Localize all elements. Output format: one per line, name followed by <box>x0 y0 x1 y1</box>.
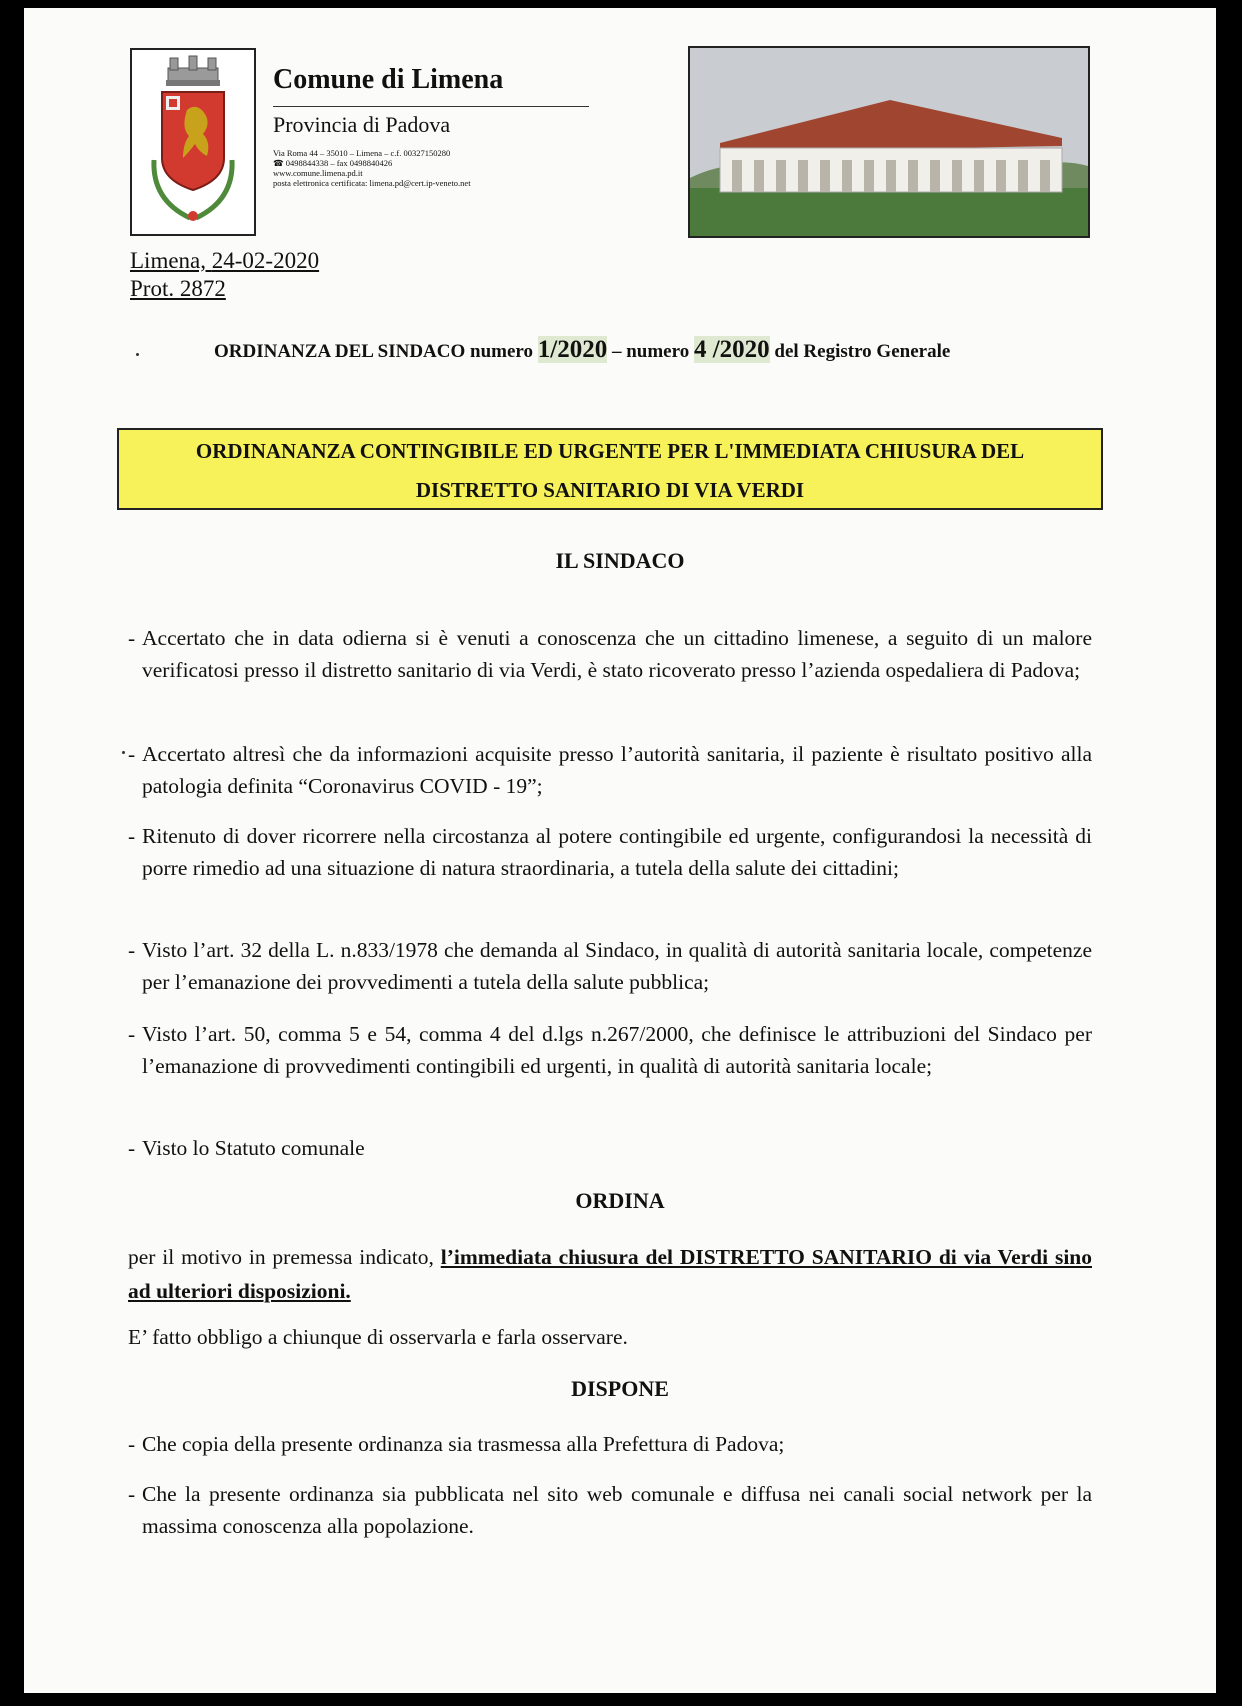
ordina-intro: per il motivo in premessa indicato, <box>128 1245 441 1269</box>
il-sindaco-heading: IL SINDACO <box>555 548 685 573</box>
document-date: 24-02-2020 <box>211 248 320 273</box>
website-line: www.comune.limena.pd.it <box>273 168 363 178</box>
crest-icon <box>132 50 254 234</box>
ordina-text <box>128 1240 1092 1308</box>
premise-item: - Visto l’art. 50, comma 5 e 54, comma 4 del d.lgs n.267/2000, che definisce le attribuzioni del Sindaco per l’emanazione di provvedimenti contingibili ed urgenti, in qualità di autorità sanitaria locale; <box>128 1018 1092 1082</box>
premise-text: Accertato che in data odierna si è venuti a conoscenza che un cittadino limenese, a seguito di un malore verificatosi presso il distretto sanitario di via Verdi, è stato ricoverato presso l’azienda ospedaliera di Padova; <box>142 626 1092 682</box>
scan-speck <box>122 751 125 754</box>
premise-item: - Accertato altresì che da informazioni acquisite presso l’autorità sanitaria, il paziente è risultato positivo alla patologia definita “Coronavirus COVID - 19”; <box>128 738 1092 802</box>
title-line-2: DISTRETTO SANITARIO DI VIA VERDI <box>415 478 805 502</box>
ordinance-title-box <box>117 428 1103 510</box>
dispone-text: Che la presente ordinanza sia pubblicata nel sito web comunale e diffusa nei canali social network per la massima conoscenza alla popolazione. <box>142 1482 1092 1538</box>
ordinance-suffix: del Registro Generale <box>769 341 951 362</box>
ordinance-sep: – numero <box>607 341 694 362</box>
premise-text: Visto l’art. 50, comma 5 e 54, comma 4 del d.lgs n.267/2000, che definisce le attribuzioni del Sindaco per l’emanazione di provvedimenti contingibili ed urgenti, in qualità di autorità sanitaria locale; <box>142 1022 1092 1078</box>
dispone-text: Che copia della presente ordinanza sia trasmessa alla Prefettura di Padova; <box>142 1432 785 1456</box>
title-line-1: ORDINANANZA CONTINGIBILE ED URGENTE PER L'IMMEDIATA CHIUSURA DEL <box>195 439 1025 463</box>
premise-text: Accertato altresì che da informazioni acquisite presso l’autorità sanitaria, il paziente è risultato positivo alla patologia definita “Coronavirus COVID - 19”; <box>142 742 1092 798</box>
protocol-number: Prot. 2872 <box>130 276 226 301</box>
premise-text: Visto lo Statuto comunale <box>142 1136 365 1160</box>
ordinance-prefix: ORDINANZA DEL SINDACO numero <box>214 341 538 362</box>
ordina-emphasis: l’immediata chiusura del DISTRETTO SANITARIO di via Verdi sino ad ulteriori disposizioni. <box>128 1245 1092 1303</box>
premise-item: - Visto l’art. 32 della L. n.833/1978 che demanda al Sindaco, in qualità di autorità sanitaria locale, competenze per l’emanazione dei provvedimenti a tutela della salute pubblica; <box>128 934 1092 998</box>
scan-speck <box>136 353 139 356</box>
coat-of-arms <box>130 48 256 236</box>
obbligo-text: E’ fatto obbligo a chiunque di osservarla e farla osservare. <box>128 1325 628 1349</box>
premise-item: - Accertato che in data odierna si è venuti a conoscenza che un cittadino limenese, a seguito di un malore verificatosi presso il distretto sanitario di via Verdi, è stato ricoverato presso l’azienda ospedaliera di Padova; <box>128 622 1092 686</box>
address-line: Via Roma 44 – 35010 – Limena – c.f. 00327150280 <box>273 148 451 158</box>
dispone-item: - Che la presente ordinanza sia pubblicata nel sito web comunale e diffusa nei canali social network per la massima conoscenza alla popolazione. <box>128 1478 1092 1542</box>
dispone-item: - Che copia della presente ordinanza sia trasmessa alla Prefettura di Padova; <box>128 1428 1092 1460</box>
place-date <box>130 248 319 274</box>
place-label: Limena, <box>130 248 212 273</box>
dispone-heading: DISPONE <box>571 1376 669 1401</box>
header-divider <box>273 106 589 107</box>
town-hall-photo <box>688 46 1090 238</box>
premise-text: Visto l’art. 32 della L. n.833/1978 che demanda al Sindaco, in qualità di autorità sanitaria locale, competenze per l’emanazione dei provvedimenti a tutela della salute pubblica; <box>142 938 1092 994</box>
premise-text: Ritenuto di dover ricorrere nella circostanza al potere contingibile ed urgente, configurandosi la necessità di porre rimedio ad una situazione di natura straordinaria, a tutela della salute dei cittadini; <box>142 824 1092 880</box>
comune-name: Comune di Limena <box>273 64 504 95</box>
phone-line: ☎ 0498844338 – fax 0498840426 <box>273 158 393 168</box>
document-page <box>24 8 1216 1693</box>
premise-item: - Visto lo Statuto comunale <box>128 1132 1092 1164</box>
ordinance-number-line <box>214 336 950 364</box>
premise-item: - Ritenuto di dover ricorrere nella circostanza al potere contingibile ed urgente, configurandosi la necessità di porre rimedio ad una situazione di natura straordinaria, a tutela della salute dei cittadini; <box>128 820 1092 884</box>
register-number: 4 /2020 <box>693 336 770 363</box>
pec-line: posta elettronica certificata: limena.pd@cert.ip-veneto.net <box>273 178 471 188</box>
ordinance-number: 1/2020 <box>537 336 608 363</box>
ordina-heading: ORDINA <box>575 1188 665 1213</box>
provincia-name: Provincia di Padova <box>273 112 451 137</box>
